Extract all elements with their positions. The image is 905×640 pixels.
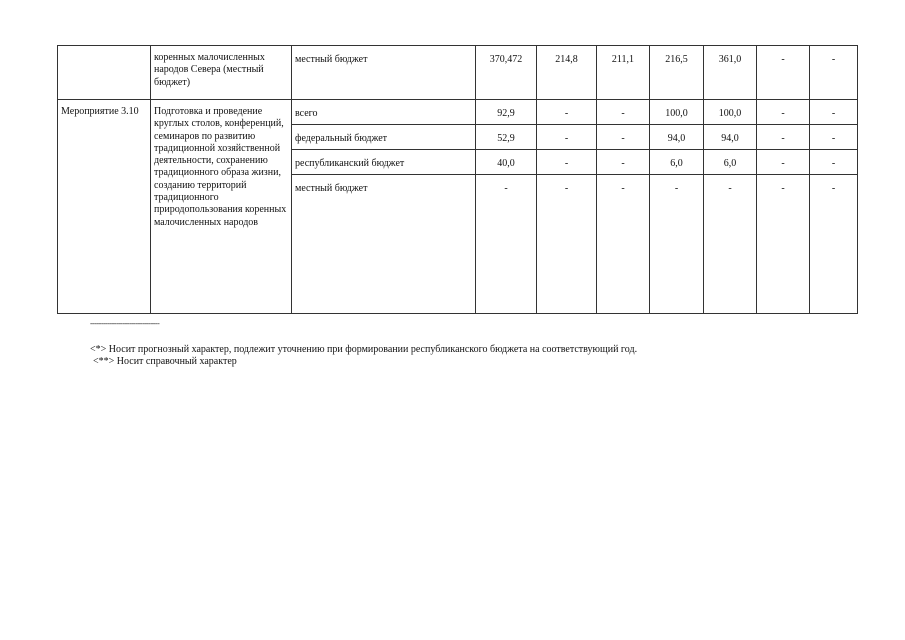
value-cell: -: [537, 125, 597, 150]
value-cell: 94,0: [650, 125, 704, 150]
funding-source-cell: республиканский бюджет: [292, 150, 476, 175]
funding-source-cell: местный бюджет: [292, 175, 476, 314]
value-cell: 370,472: [476, 46, 537, 100]
value-cell: 100,0: [650, 100, 704, 125]
value-cell: -: [537, 100, 597, 125]
value-cell: -: [757, 100, 810, 125]
event-description-cell: Подготовка и проведение круглых столов, конференций, семинаров по развитию традиционной хозяйственной деятельности, сохранению традиционного образа жизни, созданию территорий традиционного природопользования коренных малочисленных народов: [151, 100, 292, 314]
value-cell: -: [476, 175, 537, 314]
value-cell: -: [597, 150, 650, 175]
funding-source-cell: местный бюджет: [292, 46, 476, 100]
value-cell: -: [810, 100, 858, 125]
table-row: [58, 46, 858, 100]
value-cell: 361,0: [704, 46, 757, 100]
value-cell: 214,8: [537, 46, 597, 100]
value-cell: -: [757, 150, 810, 175]
value-cell: -: [597, 100, 650, 125]
funding-source-cell: федеральный бюджет: [292, 125, 476, 150]
value-cell: -: [597, 175, 650, 314]
value-cell: -: [810, 175, 858, 314]
value-cell: 100,0: [704, 100, 757, 125]
value-cell: -: [757, 125, 810, 150]
table-row: [58, 100, 858, 125]
value-cell: -: [757, 175, 810, 314]
value-cell: 40,0: [476, 150, 537, 175]
value-cell: 216,5: [650, 46, 704, 100]
footnote-forecast: <*> Носит прогнозный характер, подлежит уточнению при формировании республиканского бюджета на соответствующий год.: [90, 343, 638, 355]
value-cell: -: [757, 46, 810, 100]
value-cell: -: [537, 150, 597, 175]
value-cell: 211,1: [597, 46, 650, 100]
value-cell: -: [810, 125, 858, 150]
footnote-reference: <**> Носит справочный характер: [93, 356, 237, 367]
value-cell: 92,9: [476, 100, 537, 125]
event-name-cell: [58, 46, 151, 100]
value-cell: -: [704, 175, 757, 314]
value-cell: -: [537, 175, 597, 314]
value-cell: 52,9: [476, 125, 537, 150]
value-cell: -: [810, 46, 858, 100]
funding-source-cell: всего: [292, 100, 476, 125]
value-cell: -: [650, 175, 704, 314]
event-name-cell: Мероприятие 3.10: [58, 100, 151, 314]
footnote-separator: --------------------------------: [90, 319, 160, 328]
footnotes: [90, 318, 870, 369]
event-description-cell: коренных малочисленных народов Севера (местный бюджет): [151, 46, 292, 100]
value-cell: 6,0: [650, 150, 704, 175]
budget-table: [57, 45, 858, 314]
value-cell: 94,0: [704, 125, 757, 150]
value-cell: -: [597, 125, 650, 150]
value-cell: 6,0: [704, 150, 757, 175]
value-cell: -: [810, 150, 858, 175]
